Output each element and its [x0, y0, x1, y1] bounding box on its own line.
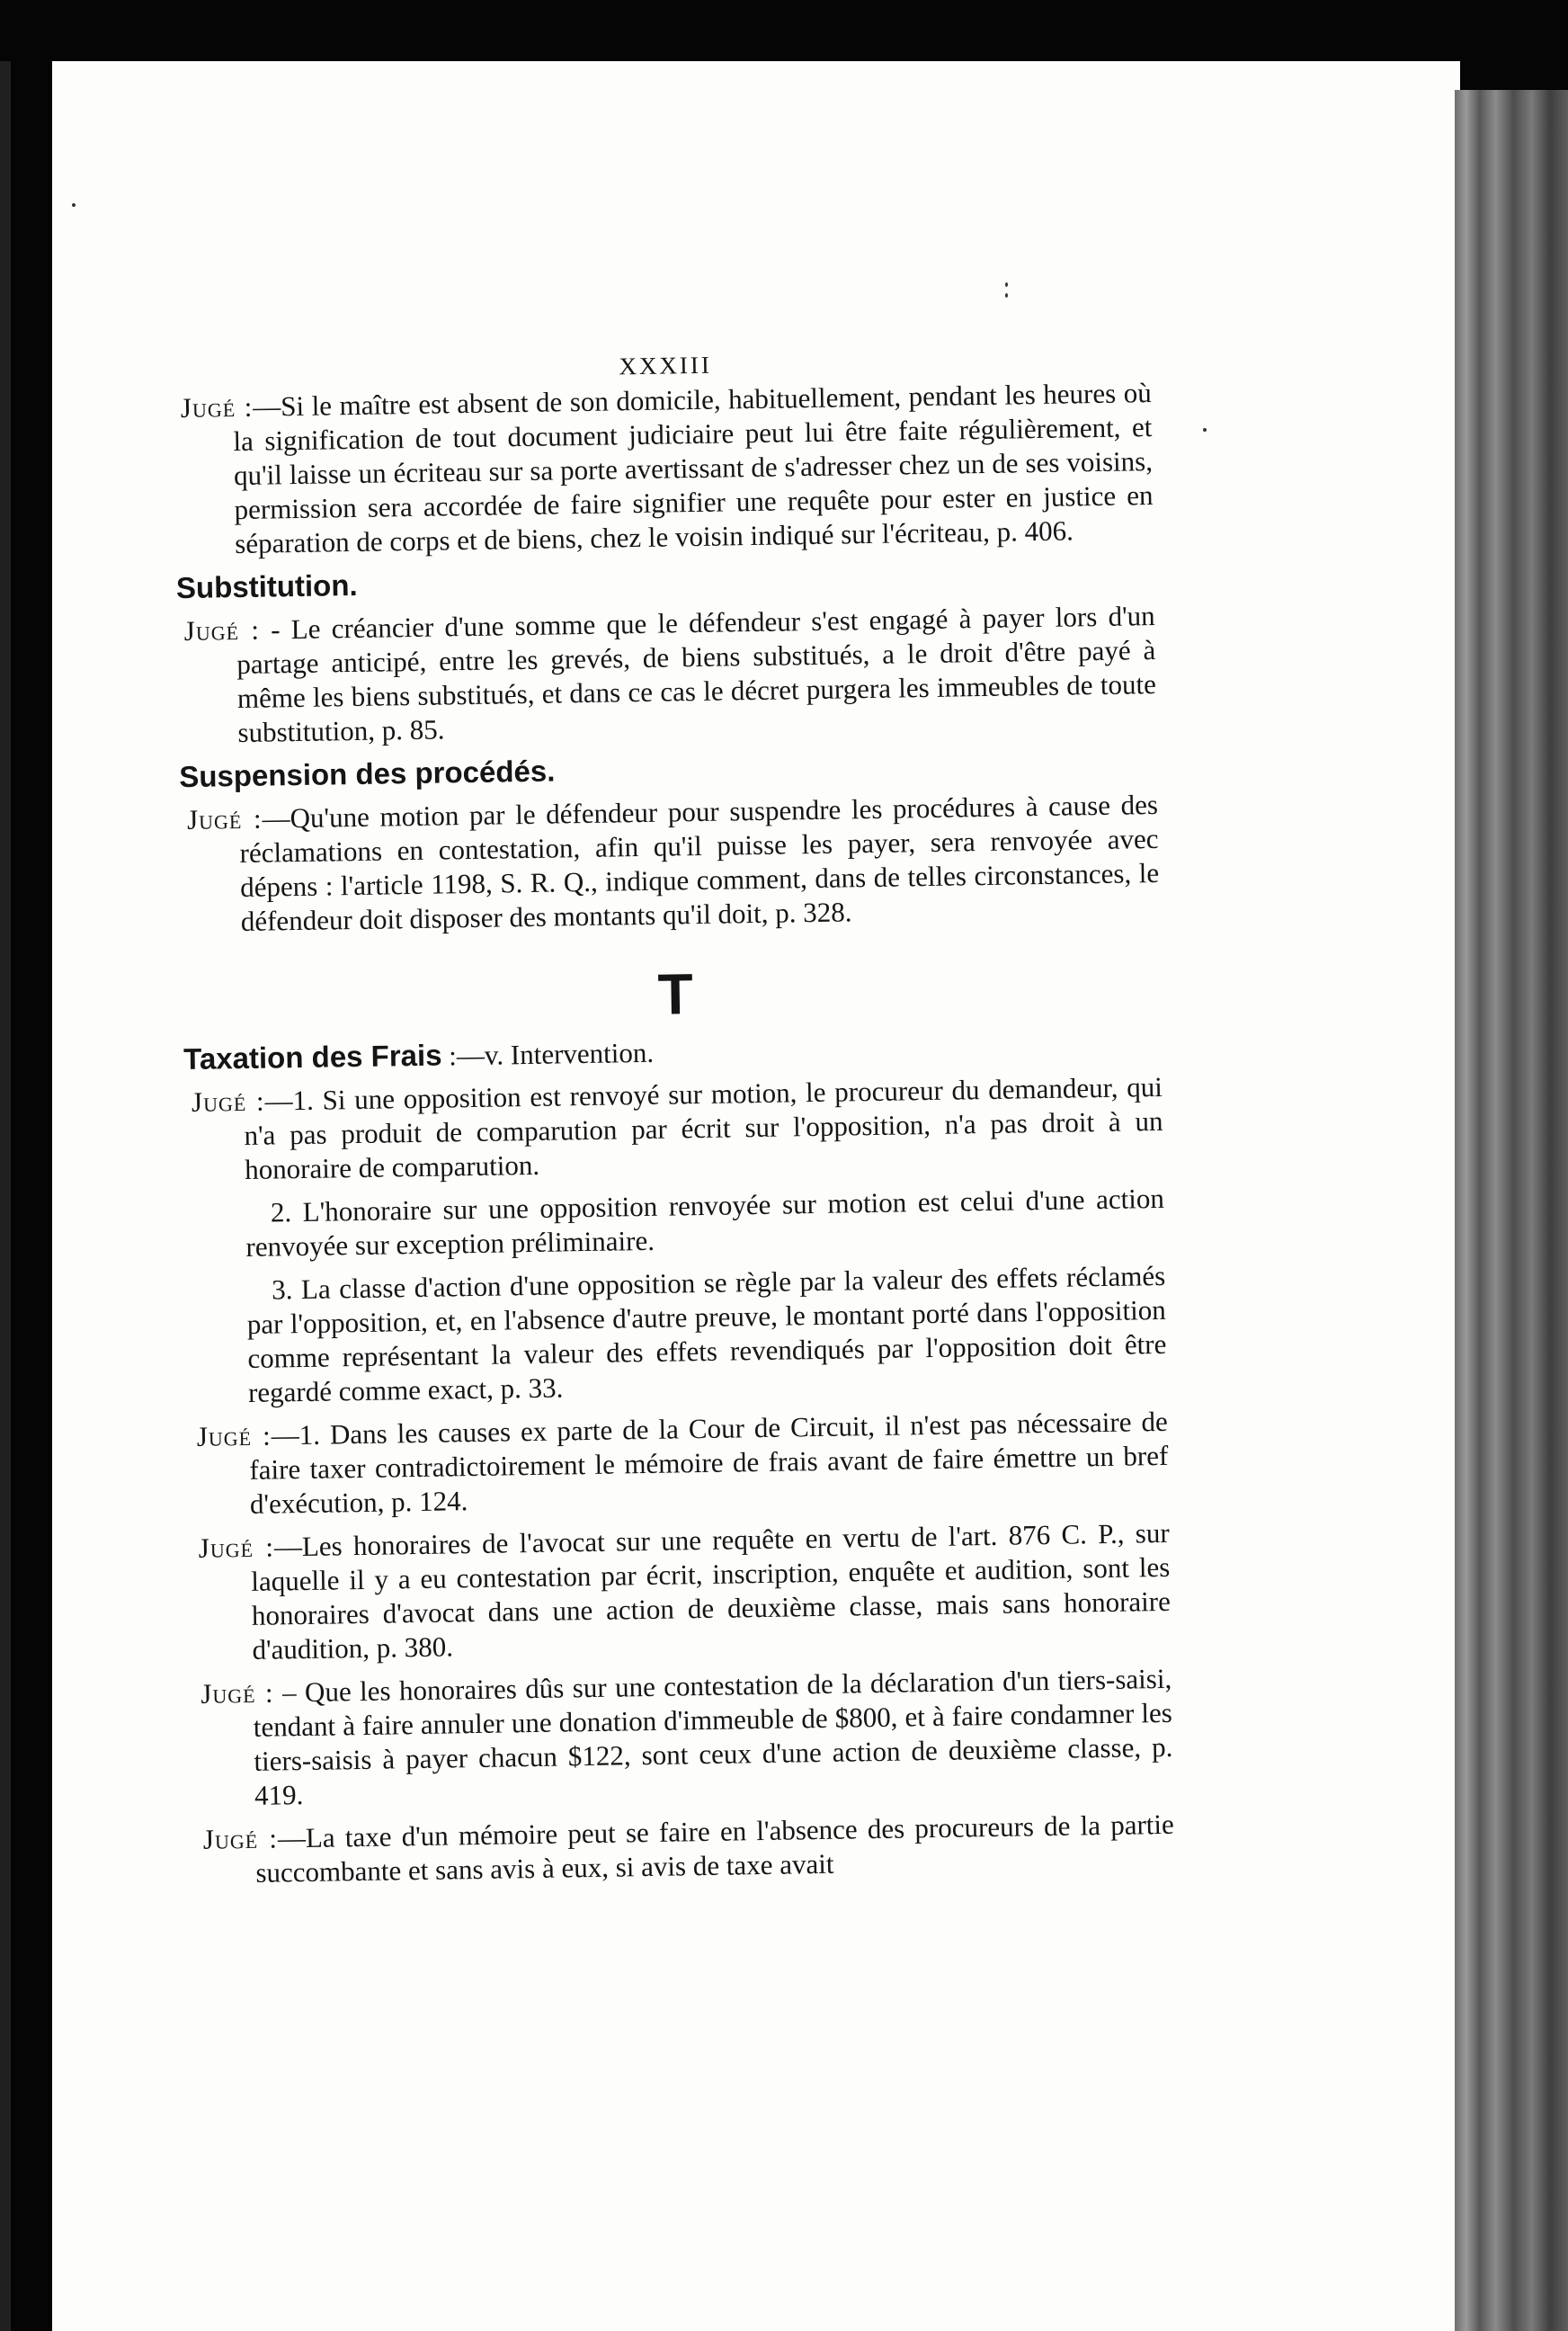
entry-lead: Jugé : — [196, 1419, 272, 1452]
paper-speck — [72, 203, 76, 207]
page-number: XXXIII — [619, 351, 713, 380]
judgment-entry — [198, 1516, 1171, 1668]
judgment-entry — [192, 1070, 1164, 1188]
judgment-entry — [203, 1808, 1175, 1891]
entry-text: - Le créancier d'une somme que le défendeur s'est engagé à payer lors d'un partage anticipé, entre les grevés, de biens substitués, a le droit d'être payé à même les biens substitués, et dans ce cas le décret purgera les immeubles de toute substitution, p. 85. — [236, 600, 1157, 749]
entry-lead: Jugé : — [198, 1531, 275, 1564]
entry-text: —La taxe d'un mémoire peut se faire en l'absence des procureurs de la partie succombante et sans avis à eux, si avis de taxe avait — [255, 1808, 1175, 1889]
judgment-entry — [200, 1662, 1173, 1814]
numbered-paragraph: 2. L'honoraire sur une opposition renvoyée sur motion est celui d'une action renvoyée sur exception préliminaire. — [245, 1182, 1165, 1263]
heading-text: Substitution. — [175, 567, 358, 605]
book-page-edges — [1455, 90, 1568, 2331]
section-heading — [183, 1027, 1162, 1076]
entry-lead: Jugé : — [202, 1822, 279, 1855]
heading-reference: :—v. Intervention. — [441, 1036, 655, 1072]
section-heading — [179, 745, 1157, 794]
entry-text: —Les honoraires de l'avocat sur une requête en vertu de l'art. 876 C. P., sur laquelle il y a eu contestation par écrit, inscription, enquête et audition, sont les honoraires d'avocat dans une action de deuxième classe, mais sans honoraire d'audition, p. 380. — [251, 1516, 1172, 1666]
page-text — [175, 344, 1175, 1900]
entry-text: —1. Si une opposition est renvoyé sur motion, le procureur du demandeur, qui n'a pas produit de comparution par écrit sur l'opposition, n'a pas droit à un honoraire de comparution. — [244, 1070, 1163, 1185]
judgment-entry — [183, 599, 1156, 751]
paper-speck — [1005, 282, 1008, 287]
entry-lead: Jugé : — [191, 1085, 265, 1118]
entry-lead: Jugé : — [200, 1676, 274, 1710]
judgment-entry — [187, 788, 1160, 940]
entry-text: – Que les honoraires dûs sur une contestation de la déclaration d'un tiers-saisi, tendant à faire annuler une donation d'immeuble de $800, et à faire condamner les tiers-saisis à payer chacun $122, sont ceux d'une action de deuxième classe, p. 419. — [253, 1662, 1173, 1811]
section-heading — [176, 556, 1154, 605]
entry-text: —Si le maître est absent de son domicile, habituellement, pendant les heures où la signification de tout document judiciaire peut lui être faite régulièrement, et qu'il laisse un écriteau sur sa porte avertissant de s'adresser chez un de ses voisins, permission sera accordée de faire signifier une requête pour ester en justice en séparation de corps et de biens, chez le voisin indiqué sur l'écriteau, p. 406. — [233, 377, 1154, 560]
paper-speck — [1203, 428, 1207, 432]
heading-text: Taxation des Frais — [183, 1038, 442, 1076]
entry-lead: Jugé : — [183, 613, 261, 647]
entry-text: —Qu'une motion par le défendeur pour suspendre les procédures à cause des réclamations en contestation, afin qu'il puisse les payer, sera renvoyée avec dépens : l'article 1198, S. R. Q., indique comment, dans de telles circonstances, le défendeur doit disposer des montants qu'il doit, p. 328. — [239, 788, 1160, 938]
paper-speck — [1005, 293, 1008, 298]
judgment-entry — [181, 376, 1154, 562]
alphabet-letter-heading: T — [657, 961, 694, 1027]
numbered-paragraph: 3. La classe d'action d'une opposition se règle par la valeur des effets réclamés par l'opposition, et, en l'absence d'autre preuve, le montant porté dans l'opposition comme représentant la valeur des effets revendiqués par l'opposition doit être regardé comme exact, p. 33. — [246, 1259, 1167, 1408]
entry-lead: Jugé : — [180, 390, 254, 424]
scan-left-border — [0, 61, 11, 2331]
judgment-entry — [197, 1405, 1170, 1523]
entry-text: —1. Dans les causes ex parte de la Cour de Circuit, il n'est pas nécessaire de faire taxer contradictoirement le mémoire de frais avant de faire émettre un bref d'exécution, p. 124. — [249, 1405, 1169, 1520]
heading-text: Suspension des procédés. — [178, 754, 556, 794]
entry-lead: Jugé : — [186, 802, 263, 835]
